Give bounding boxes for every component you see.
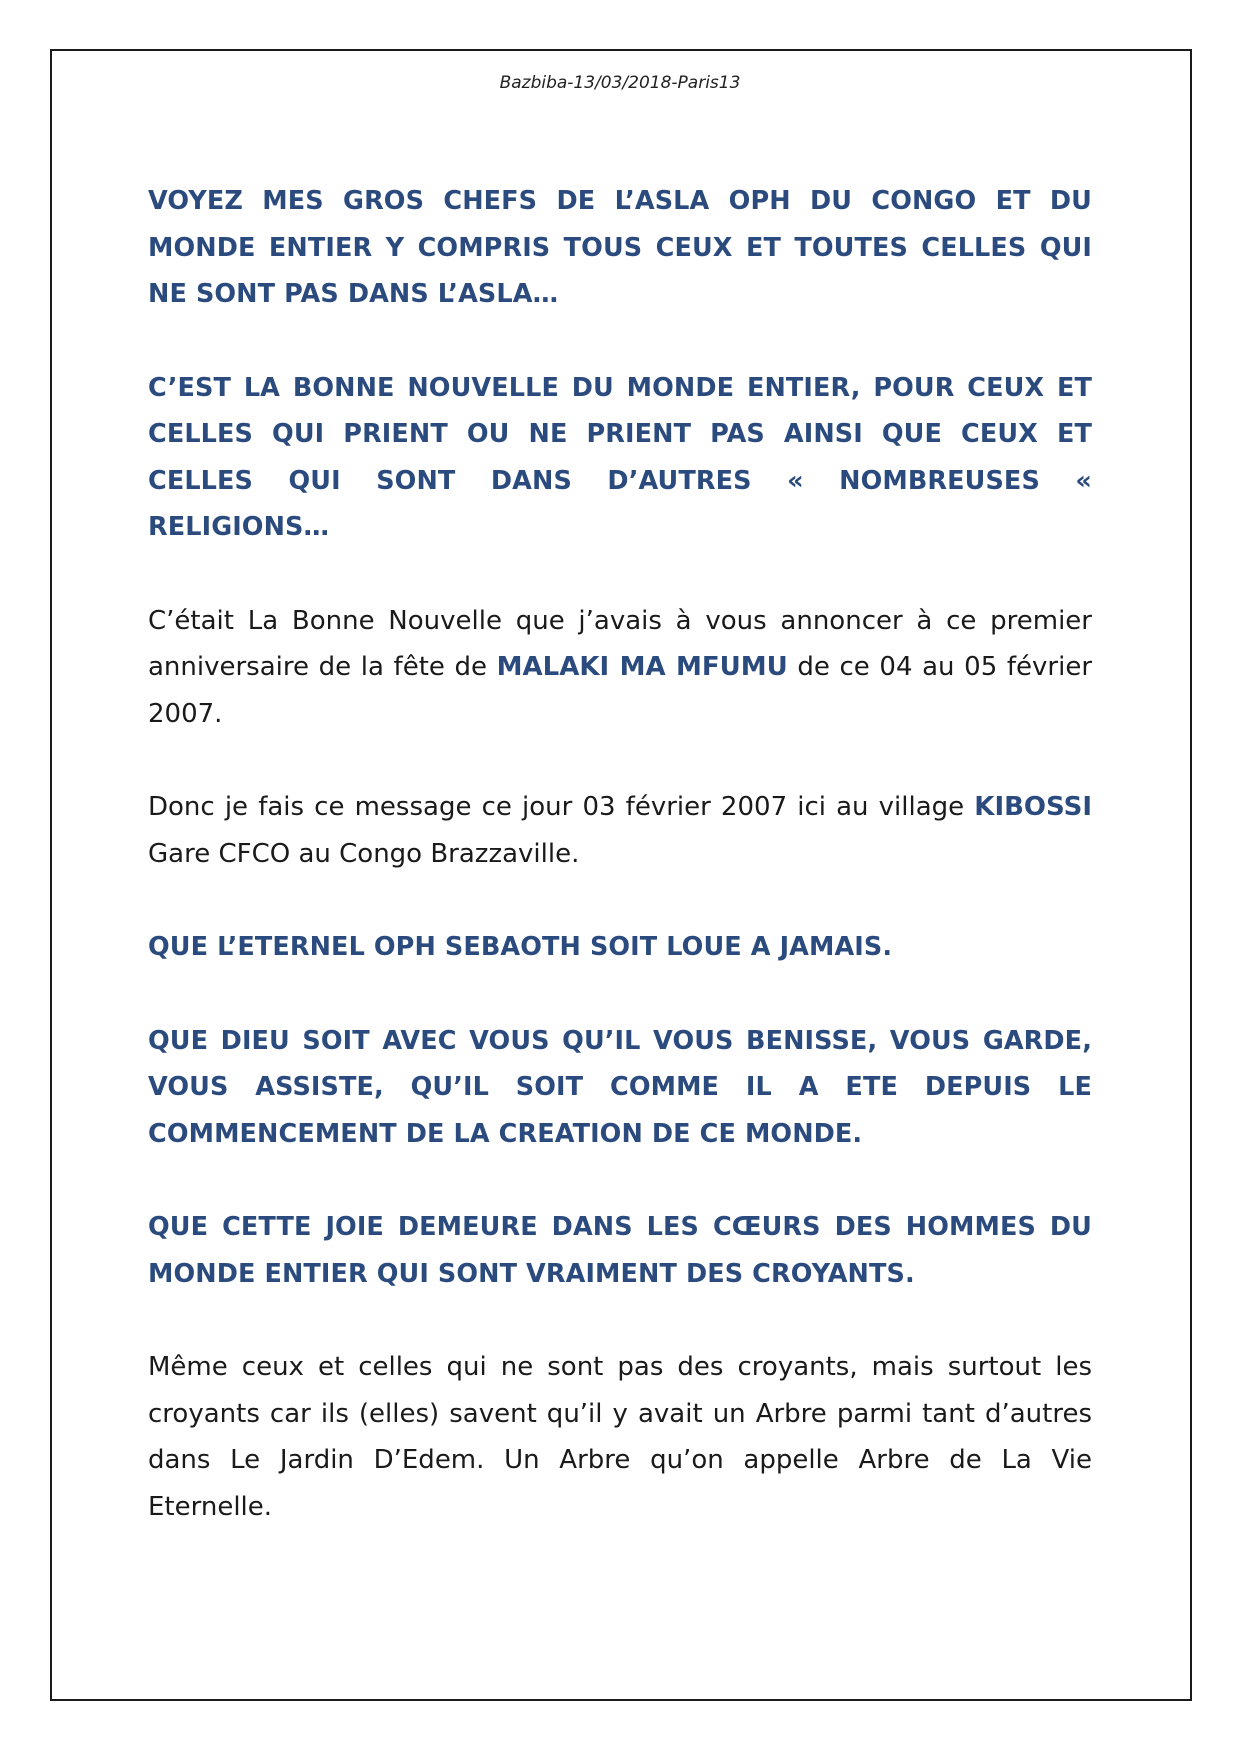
announcement-highlight: MALAKI MA MFUMU bbox=[496, 652, 788, 682]
announcement-text-end: de ce 04 au 05 février 2007. bbox=[148, 652, 1093, 729]
announcement-text-start: C’était La Bonne Nouvelle que j’avais à vous annoncer à ce premier anniversaire de la fête de bbox=[148, 605, 1092, 682]
paragraph-blessing: QUE DIEU SOIT AVEC VOUS QU’IL VOUS BENISSE, VOUS GARDE, VOUS ASSISTE, QU’IL SOIT COMME IL A ETE DEPUIS LE COMMENCEMENT DE LA CREATION DE CE MONDE. bbox=[148, 1025, 1092, 1149]
paragraph-praise: QUE L’ETERNEL OPH SEBAOTH SOIT LOUE A JAMAIS. bbox=[148, 932, 893, 962]
paragraph-joy: QUE CETTE JOIE DEMEURE DANS LES CŒURS DES HOMMES DU MONDE ENTIER QUI SONT VRAIMENT DES CROYANTS. bbox=[148, 1212, 1092, 1289]
document-body bbox=[148, 178, 1092, 1577]
location-highlight: KIBOSSI bbox=[974, 792, 1092, 822]
paragraph-tree-of-life: Même ceux et celles qui ne sont pas des croyants, mais surtout les croyants car ils (elles) savent qu’il y avait un Arbre parmi tant d’autres dans Le Jardin D’Edem. Un Arbre qu’on appelle Arbre de La Vie Eternelle. bbox=[148, 1352, 1092, 1522]
document-reference: Bazbiba-13/03/2018-Paris13 bbox=[499, 73, 741, 93]
paragraph-announcement bbox=[148, 598, 1092, 738]
location-text-end: Gare CFCO au Congo Brazzaville. bbox=[148, 838, 580, 869]
location-text-start: Donc je fais ce message ce jour 03 février 2007 ici au village bbox=[148, 792, 975, 822]
paragraph-greeting: VOYEZ MES GROS CHEFS DE L’ASLA OPH DU CONGO ET DU MONDE ENTIER Y COMPRIS TOUS CEUX ET TOUTES CELLES QUI NE SONT PAS DANS L’ASLA… bbox=[148, 186, 1092, 309]
paragraph-good-news: C’EST LA BONNE NOUVELLE DU MONDE ENTIER, POUR CEUX ET CELLES QUI PRIENT OU NE PRIENT PAS AINSI QUE CEUX ET CELLES QUI SONT DANS D’AUTRES « NOMBREUSES « RELIGIONS… bbox=[148, 372, 1092, 542]
paragraph-location bbox=[148, 784, 1092, 877]
